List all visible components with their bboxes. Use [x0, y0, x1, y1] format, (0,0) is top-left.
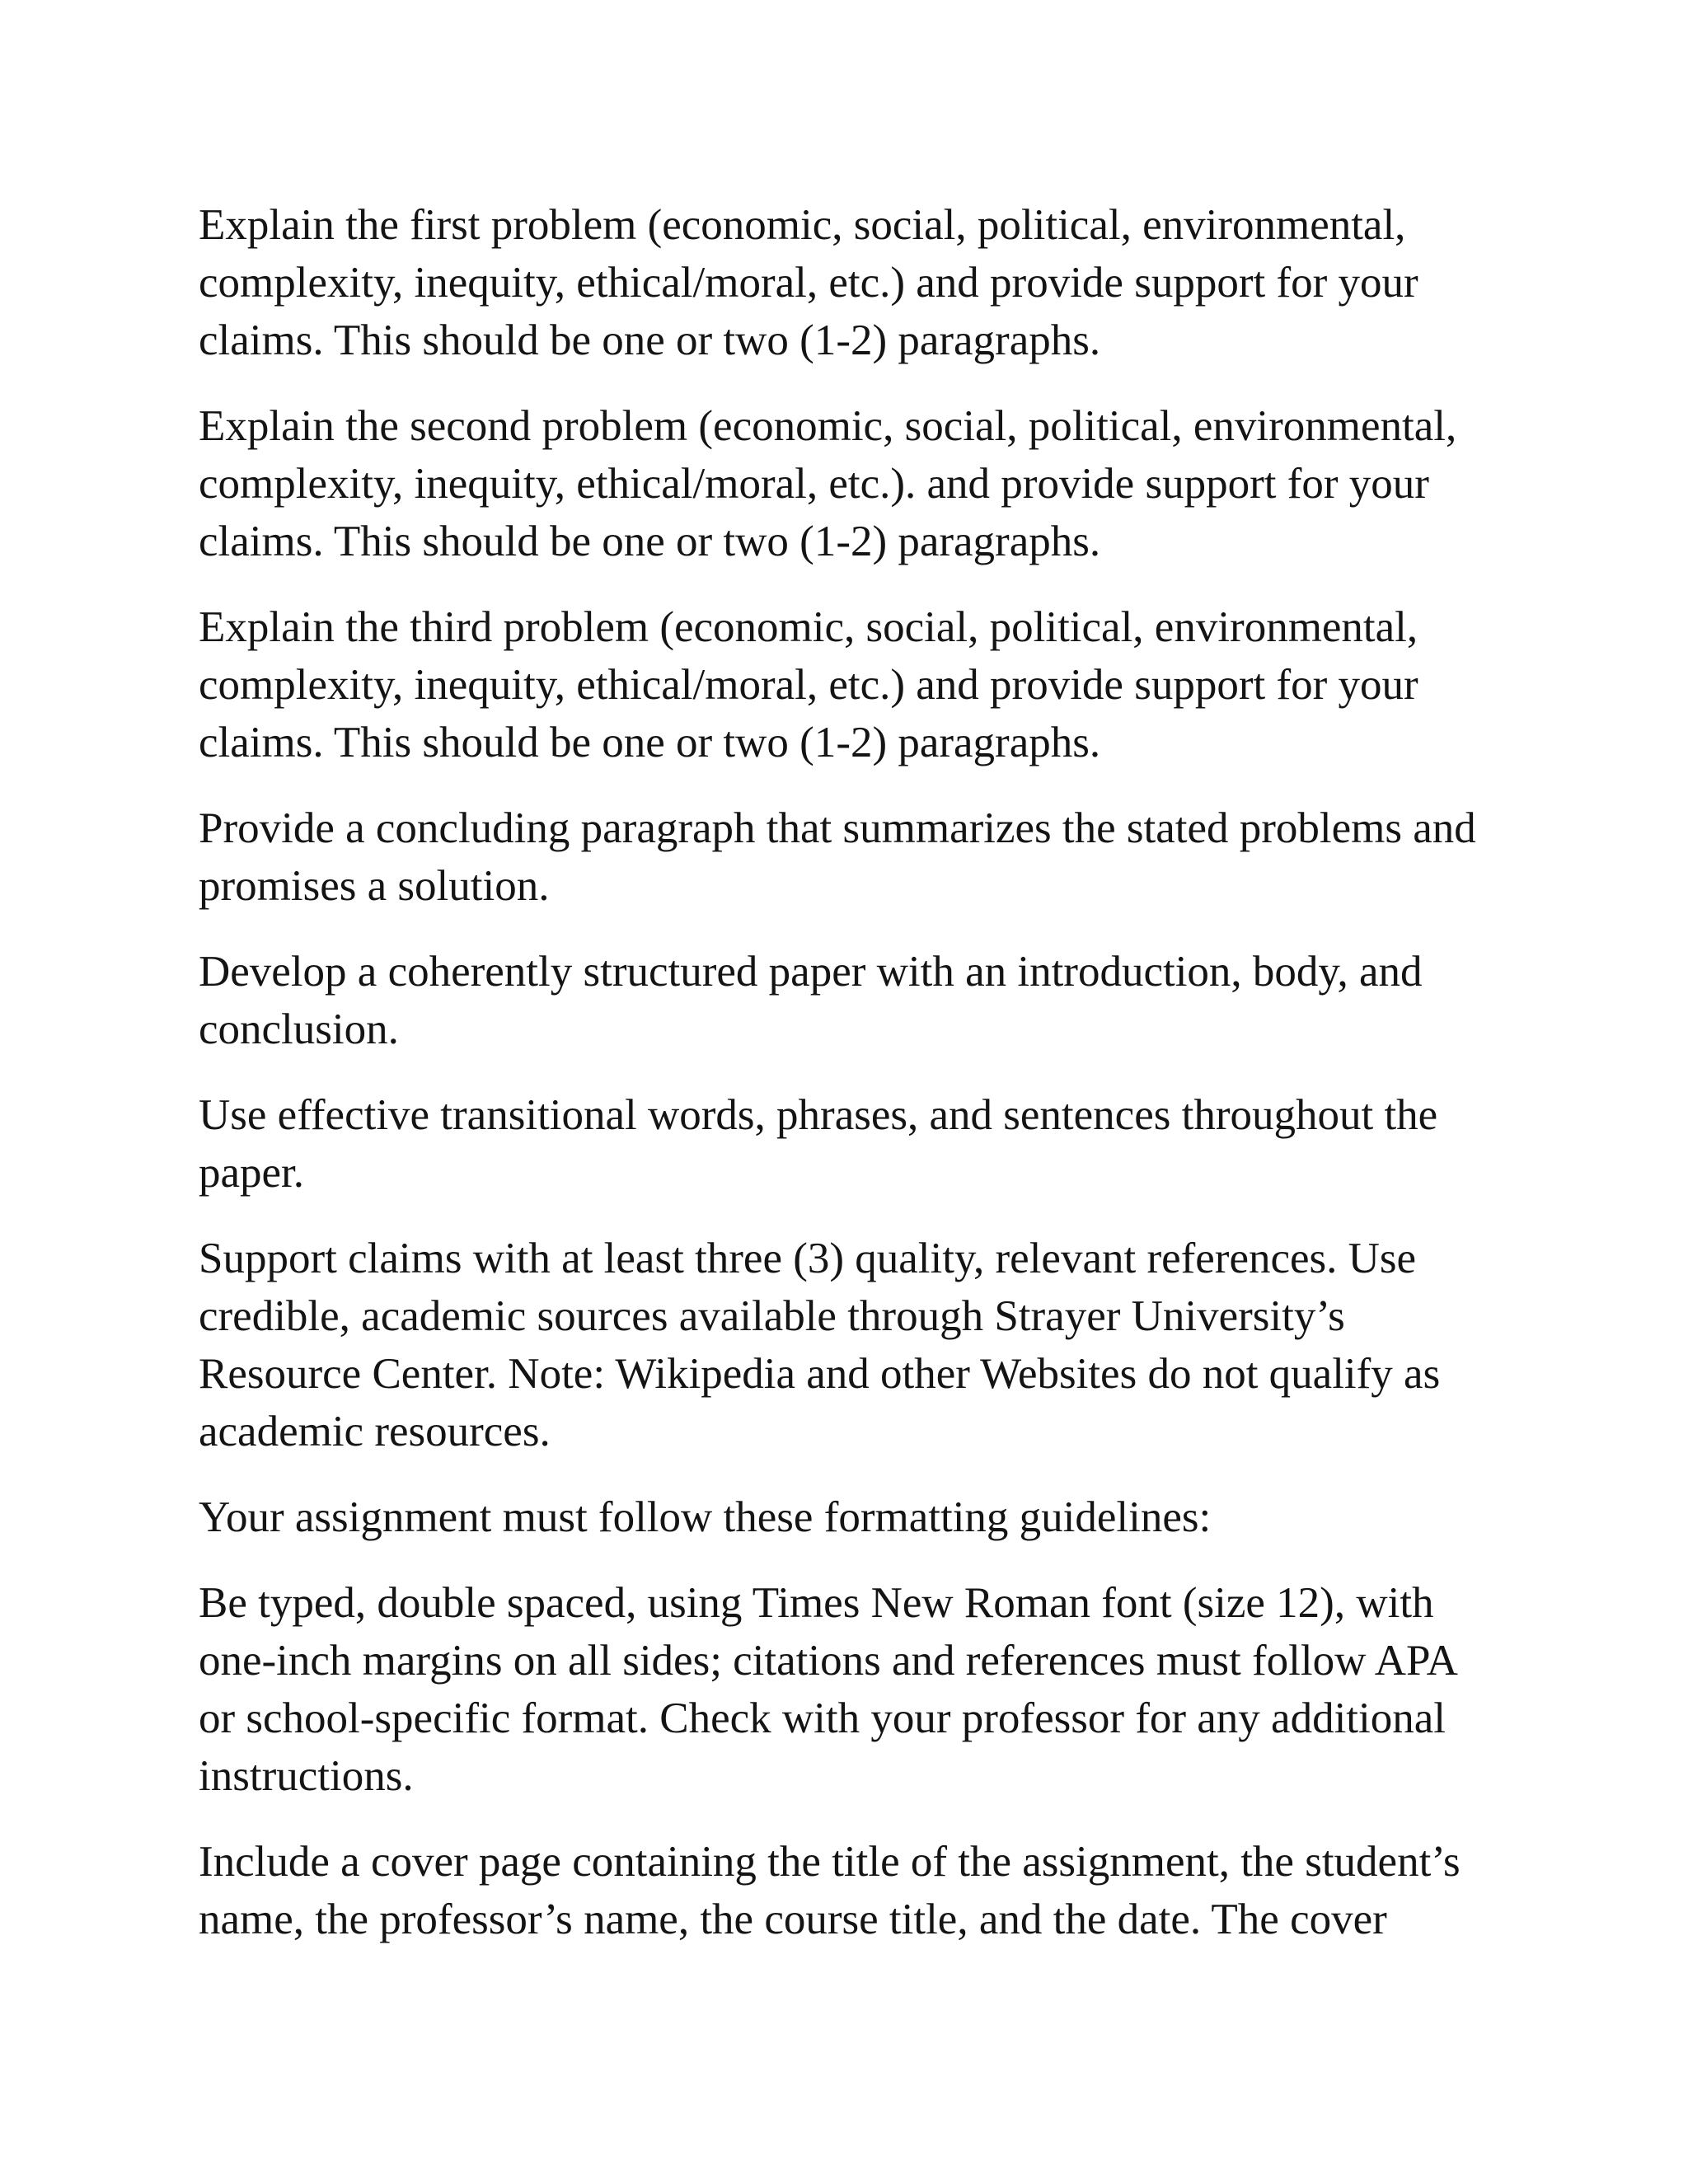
- paragraph-references: Support claims with at least three (3) quality, relevant references. Use credible, academic sources available through Strayer University’s Resource Center. Note: Wikipedia and other Websites do not qualify as academic resources.: [199, 1235, 1441, 1455]
- paragraph-cover-page: Include a cover page containing the title of the assignment, the student’s name, the professor’s name, the course title, and the date. The cover: [199, 1838, 1461, 1943]
- paragraph-conclusion: Provide a concluding paragraph that summarizes the stated problems and promises a solution.: [199, 804, 1476, 910]
- document-body: [199, 196, 1501, 1976]
- paragraph-transitions: Use effective transitional words, phrases, and sentences throughout the paper.: [199, 1091, 1438, 1197]
- paragraph-first-problem: Explain the first problem (economic, social, political, environmental, complexity, inequity, ethical/moral, etc.) and provide support for your claims. This should be one or two (1-2) paragraphs.: [199, 201, 1418, 364]
- paragraph-formatting-intro: Your assignment must follow these formatting guidelines:: [199, 1493, 1212, 1541]
- paragraph-second-problem: Explain the second problem (economic, social, political, environmental, complexity, inequity, ethical/moral, etc.). and provide support for your claims. This should be one or two (1-2) paragraphs.: [199, 402, 1457, 565]
- paragraph-third-problem: Explain the third problem (economic, social, political, environmental, complexity, inequity, ethical/moral, etc.) and provide support for your claims. This should be one or two (1-2) paragraphs.: [199, 603, 1418, 766]
- paragraph-formatting-rules: Be typed, double spaced, using Times New Roman font (size 12), with one-inch margins on all sides; citations and references must follow APA or school-specific format. Check with your professor for any additional instructions.: [199, 1579, 1458, 1800]
- paragraph-structure: Develop a coherently structured paper with an introduction, body, and conclusion.: [199, 948, 1423, 1053]
